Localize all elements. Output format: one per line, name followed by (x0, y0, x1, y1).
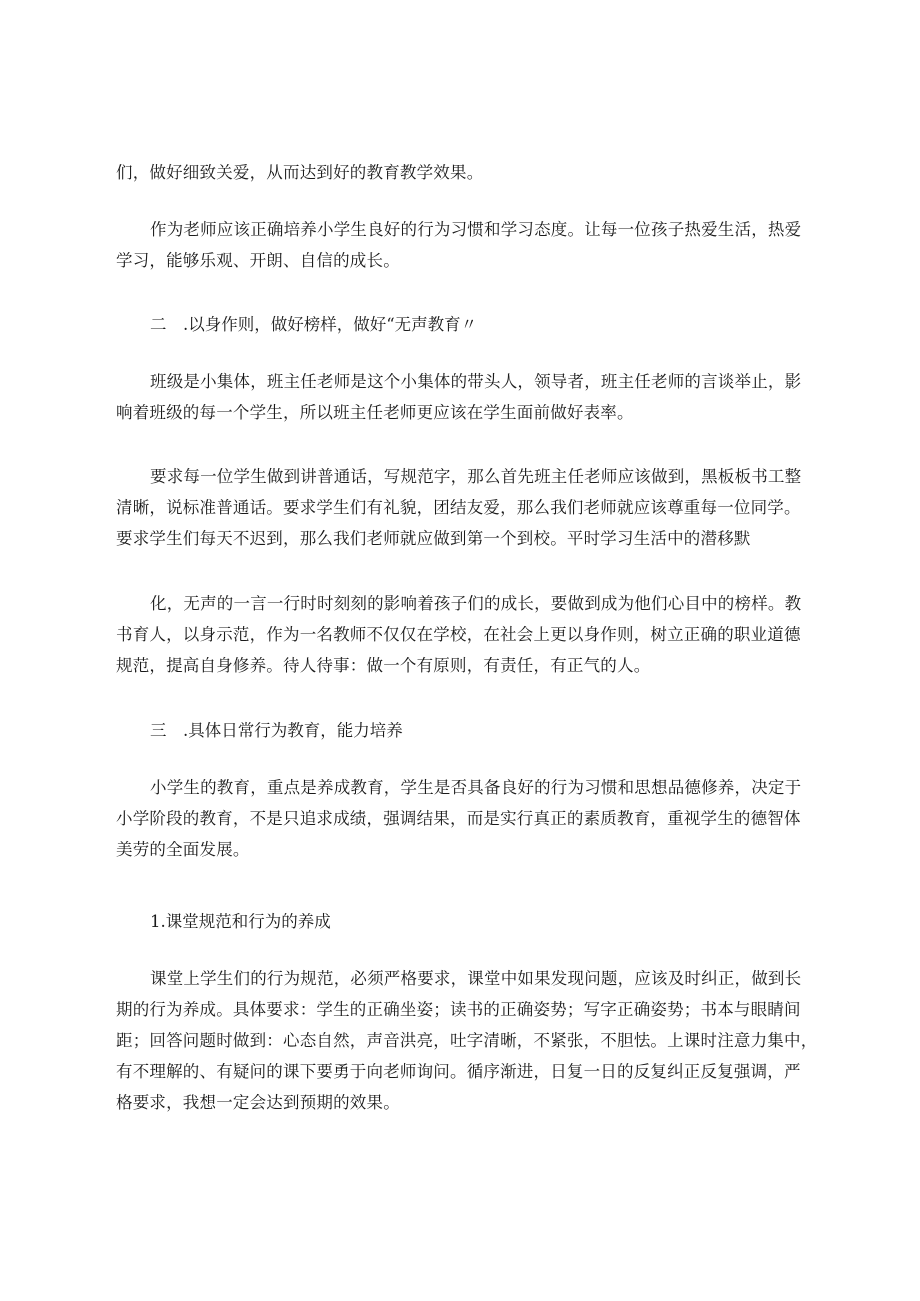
section-heading-2: 二 .以身作则，做好榜样，做好“无声教育〃 (150, 315, 478, 334)
paragraph-2 (116, 214, 821, 276)
text-line: 要求每一位学生做到讲普通话，写规范字，那么首先班主任老师应该做到，黑板板书工整 (150, 467, 802, 486)
text-line: 小学生的教育，重点是养成教育，学生是否具备良好的行为习惯和思想品德修养，决定于 (150, 778, 802, 797)
text-line: 学习，能够乐观、开朗、自信的成长。 (116, 251, 400, 270)
text-line: 距；回答问题时做到：心态自然，声音洪亮，吐字清晰，不紧张，不胆怯。上课时注意力集中， (116, 1031, 818, 1050)
text-line: 课堂上学生们的行为规范，必须严格要求，课堂中如果发现问题，应该及时纠正，做到长 (150, 969, 802, 988)
paragraph-1 (116, 157, 821, 188)
paragraph-7 (116, 963, 821, 1118)
text-line: 要求学生们每天不迟到，那么我们老师就应做到第一个到校。平时学习生活中的潜移默 (116, 529, 751, 548)
text-line: 化，无声的一言一行时时刻刻的影响着孩子们的成长，要做到成为他们心目中的榜样。教 (150, 594, 802, 613)
text-line: 书育人，以身示范，作为一名教师不仅仅在学校，在社会上更以身作则，树立正确的职业道德 (116, 625, 801, 644)
paragraph-4 (116, 461, 821, 554)
text-line: 班级是小集体，班主任老师是这个小集体的带头人，领导者，班主任老师的言谈举止，影 (150, 372, 802, 391)
text-line: 规范，提高自身修养。待人待事：做一个有原则，有责任，有正气的人。 (116, 656, 651, 675)
text-line: 清晰，说标准普通话。要求学生们有礼貌，团结友爱，那么我们老师就应该尊重每一位同学。 (116, 498, 801, 517)
text-line: 格要求，我想一定会达到预期的效果。 (116, 1093, 400, 1112)
subsection-heading-1: 1.课堂规范和行为的养成 (150, 912, 331, 931)
paragraph-6 (116, 772, 821, 865)
text-line: 期的行为养成。具体要求：学生的正确坐姿；读书的正确姿势；写字正确姿势；书本与眼睛间 (116, 1000, 801, 1019)
paragraph-5 (116, 588, 821, 681)
text-line: 有不理解的、有疑问的课下要勇于向老师询问。循序渐进，日复一日的反复纠正反复强调，严 (116, 1062, 801, 1081)
text-line: 作为老师应该正确培养小学生良好的行为习惯和学习态度。让每一位孩子热爱生活，热爱 (150, 220, 802, 239)
text-line: 们，做好细致关爱，从而达到好的教育教学效果。 (116, 163, 484, 182)
text-line: 美劳的全面发展。 (116, 840, 250, 859)
paragraph-3 (116, 366, 821, 428)
text-line: 小学阶段的教育，不是只追求成绩，强调结果，而是实行真正的素质教育，重视学生的德智体 (116, 809, 801, 828)
text-line: 响着班级的每一个学生，所以班主任老师更应该在学生面前做好表率。 (116, 403, 634, 422)
section-heading-3: 三 .具体日常行为教育，能力培养 (150, 721, 403, 740)
